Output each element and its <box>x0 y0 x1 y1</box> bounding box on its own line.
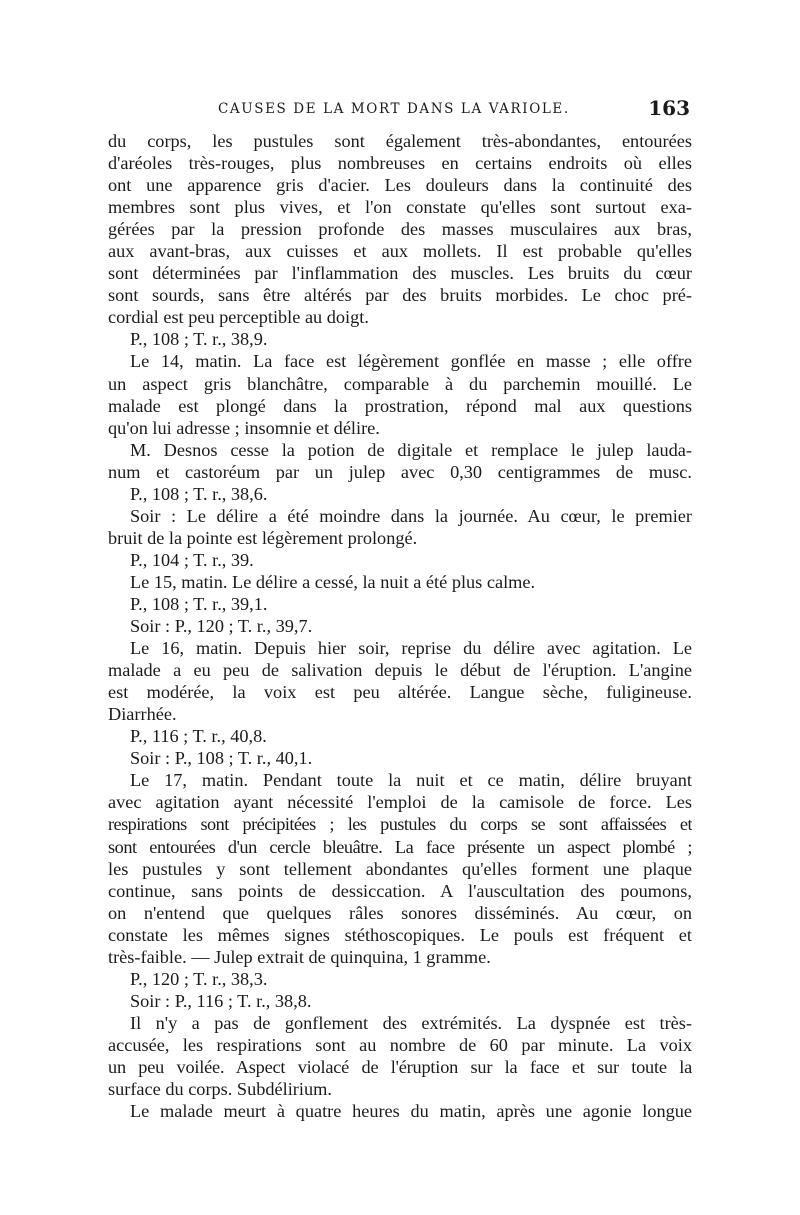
text-line: P., 120 ; T. r., 38,3. <box>130 968 268 989</box>
text-line: Soir : P., 108 ; T. r., 40,1. <box>130 748 313 769</box>
text-line: cordial est peu perceptible au doigt. <box>108 307 369 328</box>
text-line: avec agitation ayant nécessité l'emploi de la camisole de force. Les <box>108 792 692 813</box>
text-line: les pustules y sont tellement abondantes qu'elles forment une plaque <box>108 858 692 879</box>
text-line: Diarrhée. <box>108 704 177 725</box>
page-number: 163 <box>648 96 690 120</box>
text-line: Le 16, matin. Depuis hier soir, reprise du délire avec agitation. Le <box>130 638 692 659</box>
body-text <box>108 130 692 1122</box>
text-line: continue, sans points de dessiccation. A l'auscultation des poumons, <box>108 880 692 901</box>
text-line: du corps, les pustules sont également très-abondantes, entourées <box>108 131 692 151</box>
text-line: malade a eu peu de salivation depuis le début de l'éruption. L'angine <box>108 660 692 681</box>
text-line: malade est plongé dans la prostration, répond mal aux questions <box>108 395 692 416</box>
text-line: P., 108 ; T. r., 38,9. <box>130 329 268 350</box>
text-line: qu'on lui adresse ; insomnie et délire. <box>108 417 380 438</box>
text-line: très-faible. — Julep extrait de quinquina, 1 gramme. <box>108 946 491 967</box>
text-line: Le 17, matin. Pendant toute la nuit et ce matin, délire bruyant <box>130 770 692 791</box>
text-line: Soir : Le délire a été moindre dans la journée. Au cœur, le premier <box>130 505 692 526</box>
text-line: Le malade meurt à quatre heures du matin, après une agonie longue <box>130 1101 692 1122</box>
running-title: CAUSES DE LA MORT DANS LA VARIOLE. <box>218 101 570 117</box>
text-line: M. Desnos cesse la potion de digitale et remplace le julep lauda- <box>130 439 692 460</box>
text-line: P., 108 ; T. r., 39,1. <box>130 593 268 614</box>
text-line: bruit de la pointe est légèrement prolongé. <box>108 527 418 548</box>
text-line: est modérée, la voix est peu altérée. Langue sèche, fuligineuse. <box>108 682 692 703</box>
text-line: un aspect gris blanchâtre, comparable à du parchemin mouillé. Le <box>108 373 692 394</box>
text-line: P., 116 ; T. r., 40,8. <box>130 726 267 747</box>
text-line: surface du corps. Subdélirium. <box>108 1079 332 1100</box>
text-line: Soir : P., 116 ; T. r., 38,8. <box>130 990 312 1011</box>
text-line: Il n'y a pas de gonflement des extrémités. La dyspnée est très- <box>130 1012 692 1033</box>
text-line: sont sourds, sans être altérés par des bruits morbides. Le choc pré- <box>108 285 692 306</box>
text-line: constate les mêmes signes stéthoscopiques. Le pouls est fréquent et <box>108 924 692 945</box>
text-line: Le 15, matin. Le délire a cessé, la nuit a été plus calme. <box>130 571 536 592</box>
text-line: Soir : P., 120 ; T. r., 39,7. <box>130 616 313 637</box>
text-line: num et castoréum par un julep avec 0,30 centigrammes de musc. <box>108 461 692 482</box>
text-line: sont entourées d'un cercle bleuâtre. La face présente un aspect plombé ; <box>108 836 692 857</box>
text-line: P., 108 ; T. r., 38,6. <box>130 483 268 504</box>
text-line: d'aréoles très-rouges, plus nombreuses en certains endroits où elles <box>108 153 692 174</box>
text-line: respirations sont précipitées ; les pustules du corps se sont affaissées et <box>108 814 692 835</box>
text-line: on n'entend que quelques râles sonores disséminés. Au cœur, on <box>108 902 692 923</box>
page-header <box>108 96 690 126</box>
text-line: un peu voilée. Aspect violacé de l'éruption sur la face et sur toute la <box>108 1056 692 1077</box>
text-line: sont déterminées par l'inflammation des muscles. Les bruits du cœur <box>108 263 692 284</box>
text-line: Le 14, matin. La face est légèrement gonflée en masse ; elle offre <box>130 351 692 372</box>
text-line: aux avant-bras, aux cuisses et aux mollets. Il est probable qu'elles <box>108 241 692 262</box>
text-line: gérées par la pression profonde des masses musculaires aux bras, <box>108 219 692 240</box>
text-line: membres sont plus vives, et l'on constate qu'elles sont surtout exa- <box>108 197 692 218</box>
text-line: accusée, les respirations sont au nombre de 60 par minute. La voix <box>108 1034 692 1055</box>
text-line: ont une apparence gris d'acier. Les douleurs dans la continuité des <box>108 175 692 196</box>
text-line: P., 104 ; T. r., 39. <box>130 549 254 570</box>
